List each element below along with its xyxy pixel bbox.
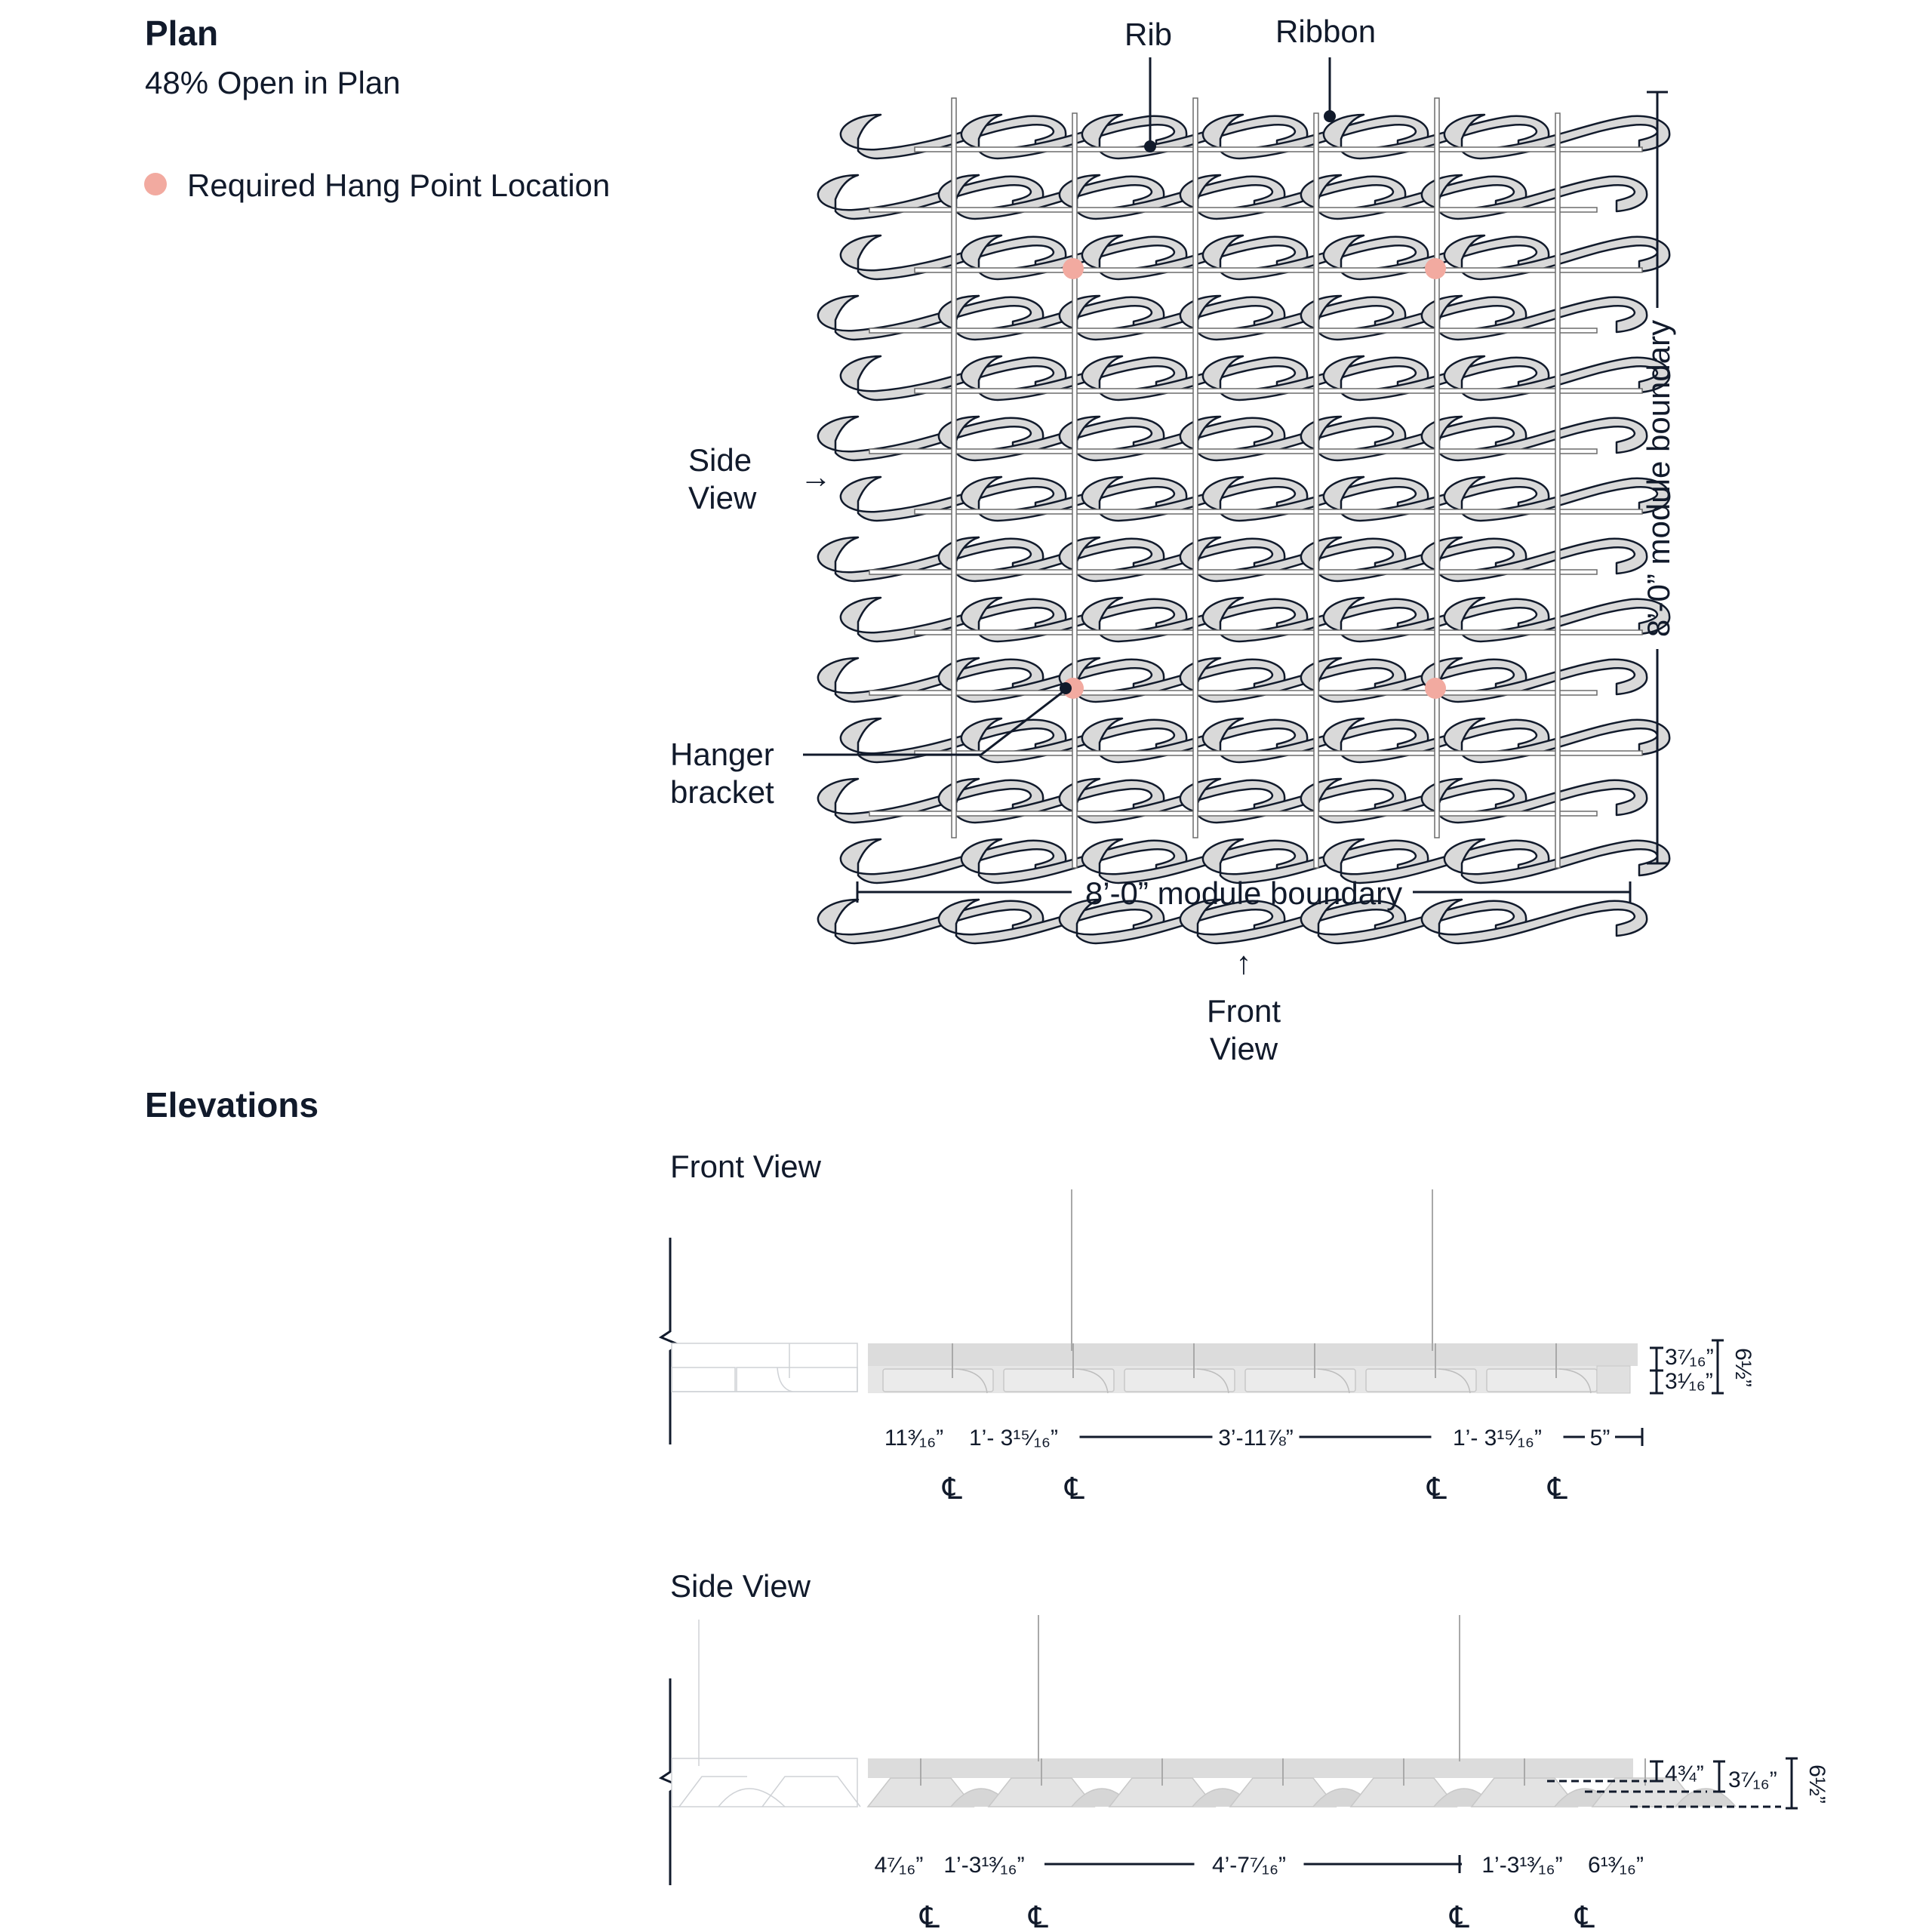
front-centerline-icon: ℄ (1548, 1472, 1567, 1506)
rail (869, 208, 1597, 212)
front-view-title: Front View (670, 1149, 821, 1184)
rail (869, 449, 1597, 454)
front-height-lower: 3¹⁄₁₆” (1665, 1369, 1713, 1394)
rail (915, 268, 1642, 272)
rail (869, 328, 1597, 333)
side-view-label-line1: Side (688, 442, 752, 478)
rail (869, 811, 1597, 816)
front-spacing-label: 11³⁄₁₆” (884, 1426, 944, 1451)
rib (1193, 98, 1198, 838)
side-centerline-icon: ℄ (1029, 1901, 1048, 1932)
hanger-label-line2: bracket (670, 774, 774, 810)
rib-callout (1124, 17, 1172, 152)
front-panel (1124, 1369, 1235, 1392)
rail (915, 630, 1642, 635)
rail (915, 751, 1642, 755)
rib (952, 98, 956, 838)
side-height-total: 6½” (1804, 1764, 1829, 1804)
front-centerline-icon: ℄ (1065, 1472, 1084, 1506)
rib-label: Rib (1124, 17, 1173, 52)
front-centerline-icon: ℄ (1427, 1472, 1447, 1506)
rail (915, 389, 1642, 393)
side-spacing-label: 1’-3¹³⁄₁₆” (943, 1853, 1025, 1878)
side-height-b: 3⁷⁄₁₆” (1728, 1767, 1777, 1792)
rail (915, 147, 1642, 152)
front-spacing-label: 1’- 3¹⁵⁄₁₆” (968, 1426, 1059, 1451)
side-elevation (661, 1615, 1829, 1885)
side-spacing-label: 6¹³⁄₁₆” (1588, 1853, 1644, 1878)
side-view-arrow-icon: → (800, 459, 832, 494)
hanger-label-line1: Hanger (670, 737, 774, 772)
front-centerline-icon: ℄ (943, 1472, 962, 1506)
front-spacing-label: 3’-11⅞” (1218, 1426, 1294, 1451)
side-spacing-dimensions (861, 1850, 1660, 1932)
front-view-arrow-icon: ↑ (1235, 945, 1252, 980)
front-spacing-label: 5” (1589, 1426, 1611, 1451)
elevations-title: Elevations (145, 1085, 319, 1124)
side-view-label-line2: View (688, 480, 757, 515)
hang-point-icon (1425, 258, 1446, 279)
front-panel (883, 1369, 993, 1392)
front-panel (1245, 1369, 1355, 1392)
plan-grid (818, 98, 1669, 943)
front-height-total: 6½” (1730, 1348, 1755, 1387)
front-panel (1004, 1369, 1114, 1392)
legend-label: Required Hang Point Location (187, 168, 611, 203)
front-spacing-dimensions (871, 1423, 1643, 1506)
front-elevation (661, 1189, 1755, 1444)
front-height-upper: 3⁷⁄₁₆” (1665, 1345, 1714, 1370)
rib (1314, 113, 1318, 868)
front-end-cap (1597, 1366, 1630, 1393)
rail (869, 691, 1597, 695)
front-panel (1487, 1369, 1597, 1392)
side-centerline-icon: ℄ (920, 1901, 940, 1932)
plan-title: Plan (145, 14, 219, 53)
side-centerline-icon: ℄ (1575, 1901, 1595, 1932)
vertical-dimension-label: 8’-0” module boundary (1641, 319, 1676, 638)
side-height-a: 4¾” (1665, 1761, 1704, 1786)
rail (869, 570, 1597, 574)
side-view-callout (688, 442, 832, 515)
rib (1435, 98, 1439, 838)
front-view-label-line1: Front (1206, 993, 1281, 1029)
rib (1555, 113, 1560, 868)
rail (915, 509, 1642, 514)
rib (1072, 113, 1077, 868)
front-panel (1366, 1369, 1476, 1392)
hang-point-icon (1063, 258, 1084, 279)
ribbon-piece (1422, 900, 1647, 943)
side-view-title: Side View (670, 1568, 811, 1604)
side-spacing-label: 4⁷⁄₁₆” (874, 1853, 924, 1878)
ribbon-label: Ribbon (1275, 14, 1377, 49)
plan-subtitle: 48% Open in Plan (145, 65, 401, 100)
horizontal-dimension-label: 8’-0” module boundary (1084, 875, 1403, 911)
side-spacing-label: 4’-7⁷⁄₁₆” (1211, 1853, 1287, 1878)
side-centerline-icon: ℄ (1450, 1901, 1469, 1932)
hang-point-icon (1425, 678, 1446, 699)
front-spacing-label: 1’- 3¹⁵⁄₁₆” (1452, 1426, 1543, 1451)
front-view-callout (1207, 945, 1281, 1066)
legend-hang-point-icon (144, 173, 167, 195)
front-view-label-line2: View (1209, 1031, 1278, 1066)
side-spacing-label: 1’-3¹³⁄₁₆” (1481, 1853, 1563, 1878)
ribbon-callout (1275, 14, 1376, 122)
